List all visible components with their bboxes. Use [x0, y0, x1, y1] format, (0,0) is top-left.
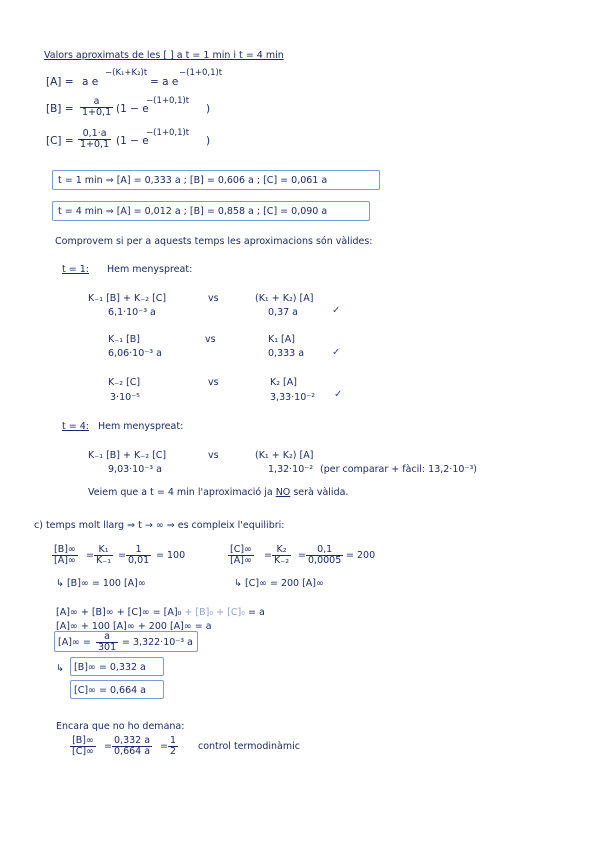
eq-frac-k2-den: K₋₂	[274, 555, 290, 566]
eq-1-result: = 100	[156, 550, 186, 561]
eq-2-sign2: =	[298, 550, 306, 561]
t1-row3-right: K₂ [A]	[270, 377, 297, 388]
eq-frac-b-a	[52, 545, 78, 566]
mass-balance-a: [A]∞ + [B]∞ + [C]∞ = [A]₀	[56, 607, 182, 618]
t1-row1-right: (K₁ + K₂) [A]	[255, 293, 314, 304]
formula-c-num: 0,1·a	[78, 129, 111, 140]
part-c-heading: c) temps molt llarg ⇒ t → ∞ ⇒ es compleix l'equilibri:	[34, 520, 285, 531]
eq-1-then: ↳ [B]∞ = 100 [A]∞	[56, 578, 146, 589]
ratio-sign2: =	[160, 741, 168, 752]
mass-balance	[56, 607, 265, 618]
t1-row3-left: K₋₂ [C]	[108, 377, 141, 388]
eq-frac-v1	[126, 545, 151, 566]
eq-1-sign: =	[86, 550, 94, 561]
t1-row1-left: K₋₁ [B] + K₋₂ [C]	[88, 293, 167, 304]
ratio-value-frac	[112, 736, 152, 757]
t1-row2-right: K₁ [A]	[268, 334, 295, 345]
t4-left-val: 9,03·10⁻³ a	[108, 464, 162, 475]
mass-balance-2: [A]∞ + 100 [A]∞ + 200 [A]∞ = a	[56, 621, 212, 632]
formula-c-fraction	[78, 129, 111, 150]
formula-a-exp1: −(K₁+K₂)t	[105, 68, 148, 78]
t4-label: t = 4:	[62, 421, 89, 432]
t4-right-val: 1,32·10⁻²	[268, 464, 314, 475]
t4-left: K₋₁ [B] + K₋₂ [C]	[88, 450, 167, 461]
t4-conclusion-b: serà vàlida.	[293, 487, 349, 498]
mass-balance-c: = a	[248, 607, 265, 618]
a-inf-result: = 3,322·10⁻³ a	[122, 637, 193, 648]
formula-a-rhs1: a e	[82, 76, 99, 88]
formula-b-exp: −(1+0,1)t	[146, 96, 190, 106]
eq-frac-b-a-den: [A]∞	[54, 555, 76, 566]
eq-frac-v1-num: 1	[126, 545, 151, 556]
t1-row3-vs: vs	[208, 377, 219, 388]
eq-frac-v2-den: 0,0005	[308, 555, 342, 566]
t1-row3-left-val: 3·10⁻⁵	[110, 392, 140, 403]
formula-b-den: 1+0,1	[82, 107, 112, 118]
t4-conclusion-no: NO	[275, 487, 291, 498]
eq-frac-v2	[306, 545, 343, 566]
t4-vs: vs	[208, 450, 219, 461]
ratio-r-den: 2	[170, 746, 177, 757]
ratio-r-num: 1	[170, 735, 177, 746]
check-intro: Comprovem si per a aquests temps les aproximacions són vàlides:	[55, 236, 373, 247]
eq-1-sign2: =	[118, 550, 126, 561]
mass-balance-b: + [B]₀ + [C]₀	[184, 607, 245, 618]
page-title: Valors aproximats de les [ ] a t = 1 min i t = 4 min	[44, 50, 284, 61]
ratio-result-frac	[168, 736, 178, 757]
t1-row2-left-val: 6,06·10⁻³ a	[108, 348, 162, 359]
formula-c-lhs: [C] =	[46, 135, 74, 147]
formula-c-close: )	[206, 135, 211, 147]
ratio-den: [C]∞	[72, 746, 94, 757]
t1-title: Hem menyspreat:	[107, 264, 193, 275]
eq-frac-v1-den: 0,01	[128, 555, 150, 566]
eq-frac-k1-den: K₋₁	[96, 555, 112, 566]
formula-b-fraction	[80, 97, 113, 118]
t4-conclusion	[88, 487, 348, 498]
formula-a-exp2: −(1+0,1)t	[179, 68, 223, 78]
formula-b-rest: (1 − e	[116, 103, 149, 115]
t1-row1-vs: vs	[208, 293, 219, 304]
eq-frac-c-a-den: [A]∞	[230, 555, 252, 566]
eq-frac-c-a-num: [C]∞	[230, 544, 252, 555]
b-inf: [B]∞ = 0,332 a	[74, 662, 146, 673]
eq-frac-v2-num: 0,1	[306, 545, 343, 556]
formula-a-lhs: [A] =	[46, 76, 74, 88]
eq-frac-b-a-num: [B]∞	[54, 544, 76, 555]
c-inf: [C]∞ = 0,664 a	[74, 685, 146, 696]
t1-row2-vs: vs	[205, 334, 216, 345]
ratio-sign: =	[104, 741, 112, 752]
ratio-num: [B]∞	[70, 736, 96, 747]
t4-right: (K₁ + K₂) [A]	[255, 450, 314, 461]
ratio-v-num: 0,332 a	[114, 735, 151, 746]
formula-c-rest: (1 − e	[116, 135, 149, 147]
t4-note: (per comparar + fàcil: 13,2·10⁻³)	[320, 464, 477, 475]
formula-b-lhs: [B] =	[46, 103, 74, 115]
formula-b-close: )	[206, 103, 211, 115]
result-t4: t = 4 min ⇒ [A] = 0,012 a ; [B] = 0,858 a ; [C] = 0,090 a	[58, 206, 328, 217]
t1-row2-right-val: 0,333 a	[268, 348, 305, 359]
eq-frac-k1	[94, 545, 113, 566]
check-mark-icon: ✓	[332, 305, 341, 316]
eq-2-result: = 200	[346, 550, 376, 561]
a-inf-num: a	[96, 632, 118, 643]
extra-note: Encara que no ho demana:	[56, 721, 185, 732]
eq-2-sign: =	[264, 550, 272, 561]
b-inf-arrow: ↳	[56, 663, 64, 674]
t4-title: Hem menyspreat:	[98, 421, 184, 432]
eq-frac-c-a	[228, 545, 254, 566]
formula-b-num: a	[80, 97, 113, 108]
check-mark-icon: ✓	[332, 347, 341, 358]
t1-label: t = 1:	[62, 264, 89, 275]
a-inf-fraction	[96, 632, 118, 653]
t1-row2-left: K₋₁ [B]	[108, 334, 141, 345]
t1-row3-right-val: 3,33·10⁻²	[270, 392, 316, 403]
a-inf-den: 301	[98, 642, 117, 653]
check-mark-icon: ✓	[334, 389, 343, 400]
eq-frac-k2	[272, 545, 291, 566]
eq-2-then: ↳ [C]∞ = 200 [A]∞	[234, 578, 324, 589]
ratio-note: control termodinàmic	[198, 741, 300, 752]
t1-row1-right-val: 0,37 a	[268, 307, 298, 318]
ratio-v-den: 0,664 a	[114, 746, 151, 757]
eq-frac-k1-num: K₁	[94, 545, 113, 556]
t1-row1-left-val: 6,1·10⁻³ a	[108, 307, 156, 318]
eq-frac-k2-num: K₂	[272, 545, 291, 556]
ratio-frac	[70, 736, 96, 757]
formula-c-den: 1+0,1	[80, 139, 110, 150]
formula-a-rhs2: = a e	[150, 76, 179, 88]
t4-conclusion-a: Veiem que a t = 4 min l'aproximació ja	[88, 487, 273, 498]
formula-c-exp: −(1+0,1)t	[146, 128, 190, 138]
result-t1: t = 1 min ⇒ [A] = 0,333 a ; [B] = 0,606 a ; [C] = 0,061 a	[58, 175, 328, 186]
a-inf-lhs: [A]∞ =	[58, 637, 91, 648]
